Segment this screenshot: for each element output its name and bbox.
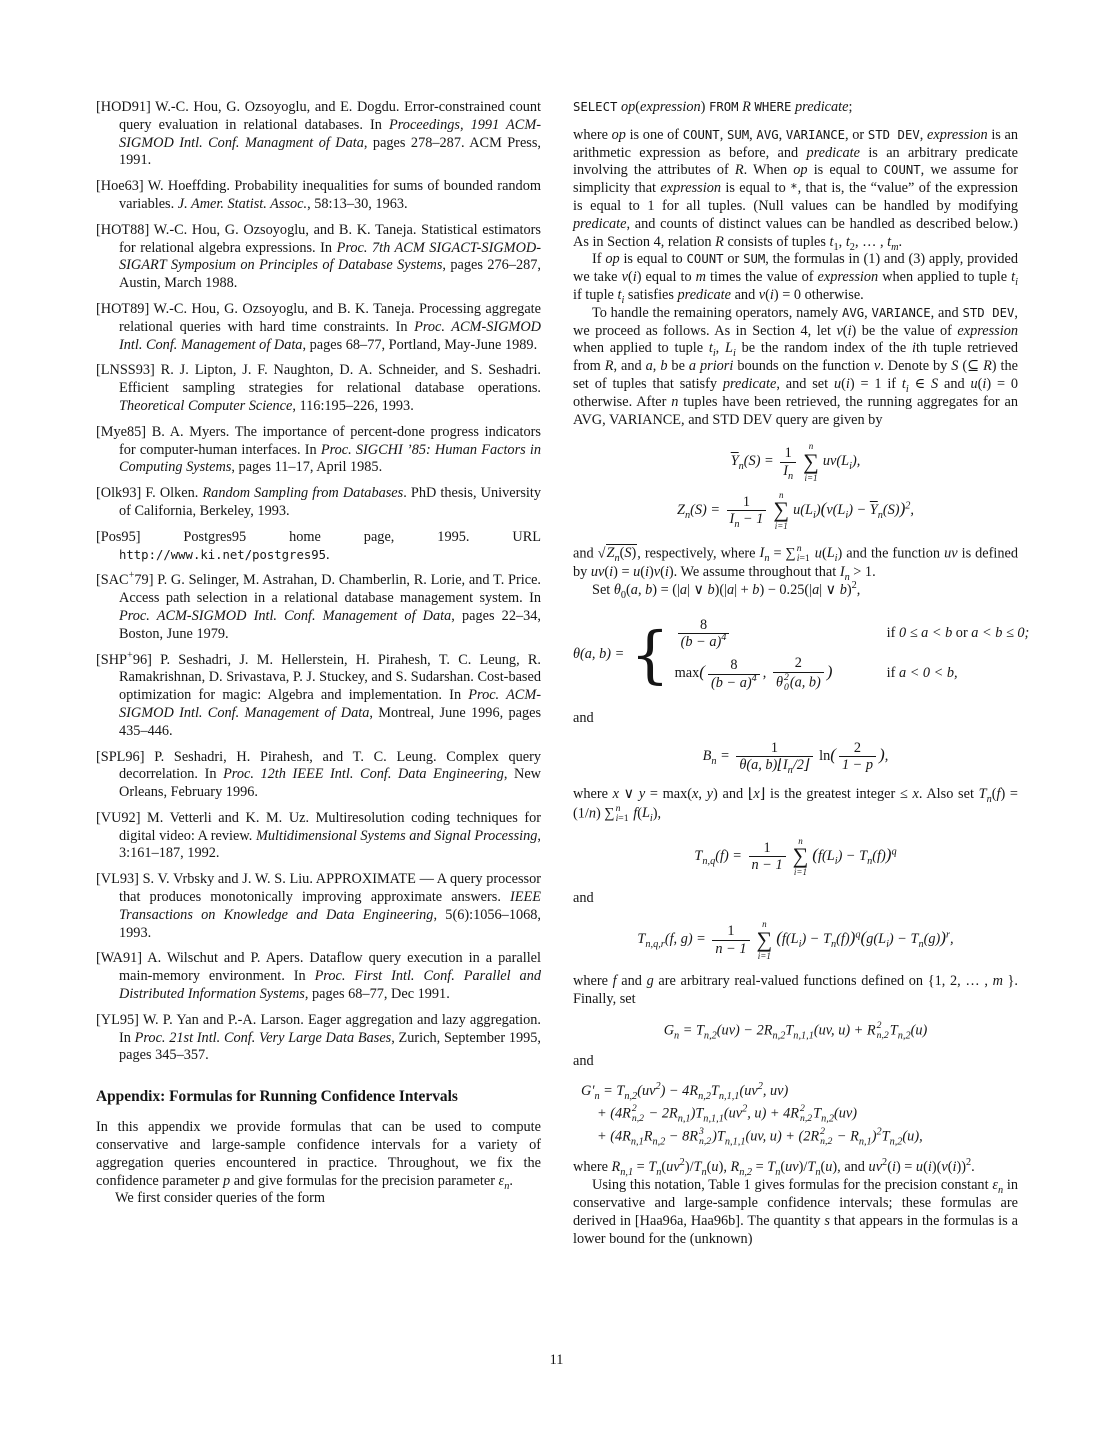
reference-body: S. V. Vrbsky and J. W. S. Liu. APPROXIMATE — A query processor that produces monotonically improving approximate answers. IEEE Transactions on Knowledge and Data Engineering, 5(6):1056–1068, 1993. xyxy=(119,871,541,941)
reference-label: [Pos95] xyxy=(96,528,141,545)
left-column xyxy=(96,99,541,1248)
reference-mye85 xyxy=(96,424,541,477)
equation-theta-piecewise: θ(a, b) = { $\frac{8}{(b - a)^4}$ if 0 ≤ a < b or a < b ≤ 0; max( $\frac{8}{(b - a)^4}$ , 2 θ 2 0 (a, b) ) if a < 0 < b, xyxy=(573,616,1030,694)
sql-select-statement: SELECT op(expression) FROM R WHERE predicate; xyxy=(573,99,853,115)
two-column-layout xyxy=(96,99,1030,1248)
reference-label: [HOD91] xyxy=(96,99,151,115)
reference-label: [Hoe63] xyxy=(96,178,144,195)
reference-label: [SAC+79] xyxy=(96,570,154,589)
reference-label: [SPL96] xyxy=(96,748,145,765)
equation-tnqr: $T_{n,q,r}(f$, g) = $\frac{1}{n - 1}$ n ∑ i=1 $(f(L_i) - T_n(f))^q(g(L_i) - T_n(g))^r$, xyxy=(637,919,954,961)
reference-vl93 xyxy=(96,871,541,942)
reference-yl95 xyxy=(96,1012,541,1065)
connector-and-1: and xyxy=(573,710,594,727)
reference-body: P. G. Selinger, M. Astrahan, D. Chamberlin, R. Lorie, and T. Price. Access path selection in a relational database management system. In Proc. ACM-SIGMOD Intl. Conf. Management of Data, pages 22–34, Boston, June 1979. xyxy=(119,572,541,642)
reference-olk93 xyxy=(96,485,541,521)
reference-wa91 xyxy=(96,950,541,1003)
reference-body: Postgres95 home page, 1995. URL http://www.ki.net/postgres95. xyxy=(119,528,541,563)
equation-bn: $B_n$ = $\frac{1}{\theta(a, b)⌊I_n/2⌋}$ ln( $\frac{2}{1 - p}$ ), xyxy=(702,740,889,777)
reference-hod91 xyxy=(96,99,541,170)
para-and-sqrt: and $√Z_n(S)$, respectively, where $I_n$ = ∑ n i=1 $u(L_i)$ and the function uv is defined by uv(i) = u(i)v(i). We assume throughout that $I_n > 1$. xyxy=(573,542,1019,583)
reference-label: [Mye85] xyxy=(96,423,147,440)
equation-running-aggregates: $\overline{Y}_n(S)$ = $\frac{1}{I_n}$ n ∑ i=1 $uv(L_i)$, $Z_n(S)$ = $\frac{1}{I_n - 1}$ n ∑ i=1 $u(L_i)(v(L_i) - \overline{Y}_n(S))^2$, xyxy=(676,441,914,532)
appendix-paragraph-queries: We first consider queries of the form xyxy=(115,1190,326,1207)
reference-body: P. Seshadri, J. M. Hellerstein, H. Pirahesh, T. C. Leung, R. Ramakrishnan, D. Srivastava, P. J. Stuckey, and S. Sudarshan. Cost-based optimization for magic: Algebra and implementation. In Proc. ACM-SIGMOD Intl. Conf. Management of Data, Montreal, June 1996, pages 435–446. xyxy=(119,651,542,739)
reference-label: [HOT88] xyxy=(96,221,150,238)
reference-label: [LNSS93] xyxy=(96,362,155,379)
para-where-xy: where x ∨ y = max(x, y) and ⌊x⌋ is the greatest integer ≤ x. Also set $T_n(f) = (1/n)$ ∑ n i=1 $f(L_i)$, xyxy=(573,785,1018,825)
reference-hot89 xyxy=(96,301,541,354)
right-column xyxy=(573,99,1030,1248)
page-number: 11 xyxy=(549,1352,564,1369)
para-using-notation: Using this notation, Table 1 gives formulas for the precision constant $\varepsilon_n$ in conservative and large-sample confidence intervals; these formulas are derived in [Haa96a, Haa96b]. The quantity s that appears in the formulas is a lower bound for the (unknown) xyxy=(573,1177,1018,1247)
para-set-theta0: Set $\theta_0(a$, b) = (|a| ∨ b)(|a| + b) − 0.25(|a| ∨ b)$^2$, xyxy=(592,579,861,601)
connector-and-3: and xyxy=(573,1053,594,1070)
reference-pos95 xyxy=(96,529,541,565)
reference-body: W.-C. Hou, G. Ozsoyoglu, and B. K. Taneja. Statistical estimators for relational algebra expressions. In Proc. 7th ACM SIGACT-SIGMOD-SIGART Symposium on Principles of Database Systems, pages 276–287, Austin, March 1988. xyxy=(119,221,542,292)
reference-body: B. A. Myers. The importance of percent-done progress indicators for computer-human interfaces. In Proc. SIGCHI ’85: Human Factors in Computing Systems, pages 11–17, April 1985. xyxy=(119,423,542,476)
reference-body: W. P. Yan and P.-A. Larson. Eager aggregation and lazy aggregation. In Proc. 21st Intl. Conf. Very Large Data Bases, Zurich, September 1995, pages 345–357. xyxy=(119,1011,541,1064)
appendix-paragraph-intro: In this appendix we provide formulas that can be used to compute conservative and large-sample confidence intervals for a variety of aggregation queries encountered in practice. Throughout, we fix the confidence parameter p and give formulas for the precision parameter $\varepsilon_n$. xyxy=(96,1119,541,1192)
reference-label: [YL95] xyxy=(96,1011,139,1028)
para-to-handle: To handle the remaining operators, namely AVG, VARIANCE, and STD DEV, we proceed as follows. As in Section 4, let v(i) be the value of expression when applied to tuple $t_i$, $L_i$ be the random index of the ith tuple retrieved from R, and a, b be a priori bounds on the function v. Denote by S (⊆ R) the set of tuples that satisfy predicate, and set u(i) = 1 if $t_i$ ∈ S and u(i) = 0 otherwise. After n tuples have been retrieved, the running aggregates for an AVG, VARIANCE, and STD DEV query are given by xyxy=(573,304,1019,428)
reference-label: [VU92] xyxy=(96,809,141,826)
reference-vu92 xyxy=(96,810,541,863)
reference-body: W. Hoeffding. Probability inequalities for sums of bounded random variables. J. Amer. Statist. Assoc., 58:13–30, 1963. xyxy=(119,178,541,212)
reference-body: W.-C. Hou, G. Ozsoyoglu, and B. K. Taneja. Processing aggregate relational queries with hard time constraints. In Proc. ACM-SIGMOD Intl. Conf. Management of Data, pages 68–77, Portland, May-June 1989. xyxy=(119,300,541,353)
para-if-op: If op is equal to COUNT or SUM, the formulas in (1) and (3) apply, provided we take v(i) equal to m times the value of expression when applied to tuple $t_i$ if tuple $t_i$ satisfies predicate and v(i) = 0 otherwise. xyxy=(573,251,1018,306)
reference-lnss93 xyxy=(96,362,541,415)
connector-and-2: and xyxy=(573,889,594,906)
reference-shp96 xyxy=(96,649,542,741)
para-where-fg: where f and g are arbitrary real-valued functions defined on {1, 2, … , m }. Finally, set xyxy=(573,973,1018,1007)
equation-tnq: $T_{n,q}(f)$ = $\frac{1}{n - 1}$ n ∑ i=1 $(f(L_i) - T_n(f))^q$ xyxy=(694,836,897,878)
reference-hot88 xyxy=(96,222,541,293)
reference-label: [Olk93] xyxy=(96,485,142,502)
appendix-heading: Appendix: Formulas for Running Confidence Intervals xyxy=(96,1088,458,1106)
para-where-rn: where $R_{n,1} = T_n(uv^2)/T_n(u)$, $R_{n,2} = T_n(uv)/T_n(u)$, and $uv^2(i) = u(i)(v(i))^2$. xyxy=(573,1157,975,1179)
reference-label: [SHP+96] xyxy=(96,649,152,668)
reference-body: A. Wilschut and P. Apers. Dataflow query execution in a parallel main-memory environment. In Proc. First Intl. Conf. Parallel and Distributed Information Systems, pages 68–77, Dec 1991. xyxy=(119,950,541,1003)
reference-sac79 xyxy=(96,572,541,643)
reference-body: W.-C. Hou, G. Ozsoyoglu, and E. Dogdu. Error-constrained count query evaluation in relational databases. In Proceedings, 1991 ACM-SIGMOD Intl. Conf. Managment of Data, pages 278–287. ACM Press, 1991. xyxy=(119,99,541,169)
reference-label: [WA91] xyxy=(96,950,143,967)
reference-spl96 xyxy=(96,749,541,802)
reference-body: P. Seshadri, H. Pirahesh, and T. C. Leung. Complex query decorrelation. In Proc. 12th IEEE Intl. Conf. Data Engineering, New Orleans, February 1996. xyxy=(119,748,541,801)
equation-gn: $G_n = T_{n,2}(uv) - 2R_{n,2}T_{n,1,1}(uv$, u) + R 2 n,2 $T_{n,2}(u)$ xyxy=(663,1019,928,1041)
reference-body: F. Olken. Random Sampling from Databases. PhD thesis, University of California, Berkeley, 1993. xyxy=(119,485,541,519)
reference-label: [VL93] xyxy=(96,871,139,888)
para-where-op: where op is one of COUNT, SUM, AVG, VARIANCE, or STD DEV, expression is an arithmetic expression as before, and predicate is an arbitrary predicate involving the attributes of R. When op is equal to COUNT, we assume for simplicity that expression is equal to *, that is, the “value” of the expression is equal to 1 for all tuples. (Null values can be handled by modifying predicate, and counts of distinct values can be handled as described below.) As in Section 4, relation R consists of tuples $t_1$, $t_2$, … , $t_m$. xyxy=(573,126,1019,253)
reference-hoe63 xyxy=(96,178,541,214)
reference-body: M. Vetterli and K. M. Uz. Multiresolution coding techniques for digital video: A review. Multidimensional Systems and Signal Processing, 3:161–187, 1992. xyxy=(119,809,542,862)
equation-gn-prime: $G'_n = T_{n,2}(uv^2) - 4R_{n,2}T_{n,1,1}(uv^2$, uv) + (4R 2 n,2 − $2R_{n,1})T_{n,1,1}(uv^2$, u) + 4R 2 n,2 $T_{n,2}(uv)$ + ($4R_{n,1}R_{n,2} - 8R$ 3 n,2 )$T_{n,1,1}(uv$, u) + (2R 2 n,2 − $R_{n,1})^2T_{n,2}(u)$, xyxy=(581,1081,923,1148)
reference-body: R. J. Lipton, J. F. Naughton, D. A. Schneider, and S. Seshadri. Efficient sampling strategies for relational database operations. Theoretical Computer Science, 116:195–226, 1993. xyxy=(119,362,541,414)
reference-label: [HOT89] xyxy=(96,300,150,317)
